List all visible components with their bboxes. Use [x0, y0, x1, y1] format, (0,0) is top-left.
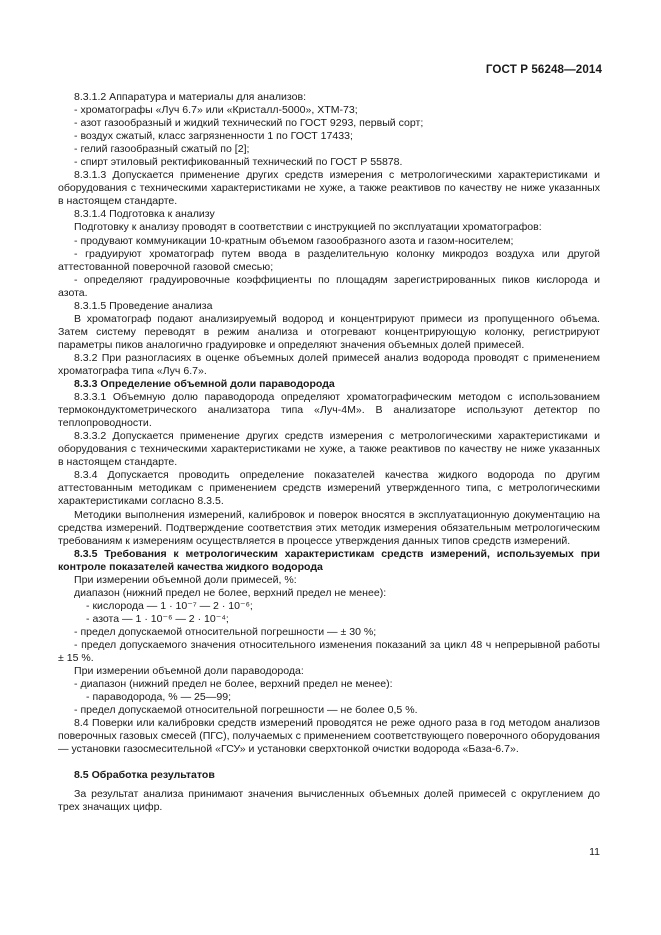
paragraph: 8.3.1.2 Аппаратура и материалы для анализов: — [74, 91, 307, 103]
document-body — [58, 91, 600, 815]
paragraph: 8.4 Поверки или калибровки средств измерений проводятся не реже одного раза в год методом анализов поверочных газовых смесей (ПГС), получаемых с применением соответствующего поверочного оборудования — установки газосмесительной «ГСУ» и установки сверхтонкой очистки водорода «База-6.7». — [58, 717, 600, 756]
paragraph: - параводорода, % — 25—99; — [86, 691, 231, 704]
paragraph: - азота — 1 · 10⁻⁶ — 2 · 10⁻⁴; — [86, 612, 229, 625]
paragraph: При измерении объемной доли параводорода: — [74, 665, 304, 678]
paragraph: - определяют градуировочные коэффициенты по площадям зарегистрированных пиков кислорода и азота. — [58, 273, 600, 299]
paragraph: диапазон (нижний предел не более, верхний предел не менее): — [74, 586, 387, 599]
paragraph: При измерении объемной доли примесей, %: — [74, 573, 297, 586]
paragraph: - гелий газообразный сжатый по [2]; — [74, 143, 250, 156]
paragraph: 8.3.3.2 Допускается применение других средств измерения с метрологическими характеристиками и оборудования с техническими характеристиками не хуже, а также реактивов по качеству не ниже указанных в настоящем стандарте. — [58, 430, 600, 469]
paragraph: - кислорода — 1 · 10⁻⁷ — 2 · 10⁻⁶; — [86, 599, 253, 612]
paragraph: - хроматографы «Луч 6.7» или «Кристалл-5000», ХТМ-73; — [74, 104, 358, 117]
paragraph: 8.3.2 При разногласиях в оценке объемных долей примесей анализ водорода проводят с применением хроматографа типа «Луч 6.7». — [58, 351, 600, 377]
paragraph: - предел допускаемой относительной погрешности — не более 0,5 %. — [74, 704, 418, 717]
paragraph: 8.5 Обработка результатов — [74, 769, 215, 782]
paragraph: 8.3.5 Требования к метрологическим характеристикам средств измерений, используемых при контроле показателей качества жидкого водорода — [58, 547, 600, 573]
paragraph: 8.3.1.4 Подготовка к анализу — [74, 208, 215, 221]
paragraph: - градуируют хроматограф путем ввода в разделительную колонку микродоз воздуха или другой аттестованной поверочной газовой смесью; — [58, 247, 600, 273]
paragraph: 8.3.1.5 Проведение анализа — [74, 299, 213, 312]
paragraph: - предел допускаемого значения относительного изменения показаний за цикл 48 ч непрерывной работы ± 15 %. — [58, 638, 600, 665]
paragraph: 8.3.3.1 Объемную долю параводорода определяют хроматографическим методом с использованием термокондуктометрического анализатора типа «Луч-4М». В анализаторе используют детектор по теплопроводности. — [58, 391, 600, 430]
paragraph: - диапазон (нижний предел не более, верхний предел не менее): — [74, 678, 393, 691]
page-number: 11 — [589, 846, 600, 858]
paragraph: 8.3.4 Допускается проводить определение показателей качества жидкого водорода по другим аттестованным методикам с применением средств измерений утвержденного типа, с метрологическими характеристиками согласно 8.3.5. — [58, 469, 600, 508]
paragraph: - спирт этиловый ректификованный технический по ГОСТ Р 55878. — [74, 156, 403, 169]
paragraph: - продувают коммуникации 10-кратным объемом газообразного азота и газом-носителем; — [74, 234, 514, 247]
paragraph: - воздух сжатый, класс загрязненности 1 по ГОСТ 17433; — [74, 130, 353, 143]
paragraph: Подготовку к анализу проводят в соответствии с инструкцией по эксплуатации хроматографов: — [74, 221, 542, 234]
paragraph: Методики выполнения измерений, калибровок и поверок вносятся в эксплуатационную документацию на средства измерений. Подтверждение соответствия этих методик измерения обязательным метрологическим требованиям к измерениям осуществляется в процессе утверждения данных типов средств измерений. — [58, 508, 600, 547]
paragraph: 8.3.1.3 Допускается применение других средств измерения с метрологическими характеристиками и оборудования с техническими характеристиками не хуже, а также реактивов по качеству не ниже указанных в настоящем стандарте. — [58, 169, 600, 208]
paragraph: - азот газообразный и жидкий технический по ГОСТ 9293, первый сорт; — [74, 117, 424, 130]
paragraph: За результат анализа принимают значения вычисленных объемных долей примесей с округлением до трех значащих цифр. — [58, 788, 600, 814]
paragraph: - предел допускаемой относительной погрешности — ± 30 %; — [74, 625, 377, 638]
paragraph: В хроматограф подают анализируемый водород и концентрируют примеси из пропущенного объема. Затем систему переводят в режим анализа и отогревают концентрирующую колонку, регистрируют параметры пиков аналогично градуировке и определяют значения объемных долей примесей. — [58, 312, 600, 351]
document-header: ГОСТ Р 56248—2014 — [485, 63, 602, 76]
paragraph: 8.3.3 Определение объемной доли параводорода — [74, 378, 335, 391]
